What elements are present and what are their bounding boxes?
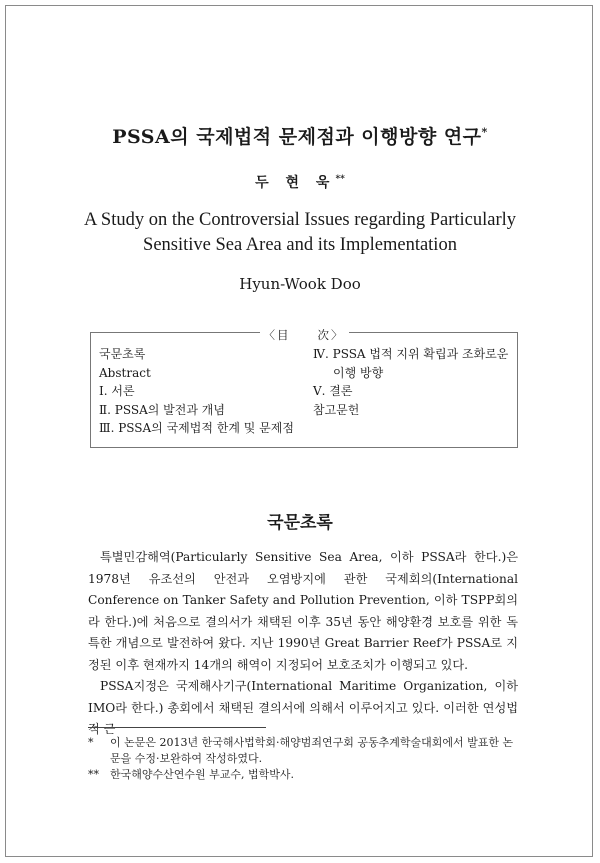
title-footnote-mark: * bbox=[481, 125, 488, 139]
toc-item: 국문초록 bbox=[99, 347, 146, 361]
footnote-mark: ** bbox=[88, 768, 99, 781]
toc-item: Ⅱ. PSSA의 발전과 개념 bbox=[99, 402, 225, 417]
toc-item: Ⅲ. PSSA의 국제법적 한계 및 문제점 bbox=[99, 421, 294, 435]
author-footnote-mark: ** bbox=[335, 174, 345, 185]
table-of-contents bbox=[90, 328, 518, 448]
footnote-mark: * bbox=[88, 736, 94, 749]
author-korean: 두 현 욱** bbox=[255, 174, 345, 191]
toc-item: Ⅳ. PSSA 법적 지위 확립과 조화로운 이행 방향 bbox=[313, 347, 509, 380]
footnote: ** 한국해양수산연수원 부교수, 법학박사. bbox=[88, 768, 295, 781]
footnote-divider bbox=[88, 727, 266, 728]
english-title-line: A Study on the Controversial Issues regarding Particularly bbox=[83, 210, 517, 230]
english-title-line: Sensitive Sea Area and its Implementation bbox=[143, 235, 457, 255]
toc-right-column bbox=[313, 345, 513, 419]
paper-title: PSSA의 국제법적 문제점과 이행방향 연구* bbox=[112, 125, 488, 148]
toc-item: 참고문헌 bbox=[313, 402, 360, 417]
abstract-body bbox=[88, 547, 518, 741]
footnotes bbox=[88, 735, 520, 783]
english-title bbox=[60, 208, 540, 258]
toc-item: Ⅴ. 결론 bbox=[313, 384, 353, 398]
toc-left-column bbox=[99, 345, 294, 438]
toc-heading: 〈目 次〉 bbox=[260, 328, 349, 342]
toc-item: Abstract bbox=[99, 365, 151, 380]
abstract-paragraph: 특별민감해역(Particularly Sensitive Sea Area, 이하 PSSA라 한다.)은 1978년 유조선의 안전과 오염방지에 관한 국제회의(International Conference on Tanker Safety and Pollution Prevention, 이하 TSPP회의라 한다.)에 처음으로 결의서가 채택된 이후 35년 동안 해양환경 보호를 위한 독특한 개념으로 발전하여 왔다. 지난 1990년 Great Barrier Reef가 PSSA로 지정된 이후 현재까지 14개의 해역이 지정되어 보호조치가 이행되고 있다. bbox=[88, 550, 518, 672]
abstract-heading: 국문초록 bbox=[267, 513, 333, 533]
toc-item: Ⅰ. 서론 bbox=[99, 384, 135, 398]
abstract-paragraph: PSSA지정은 국제해사기구(International Maritime Organization, 이하 IMO라 한다.) 총회에서 채택된 결의서에 의해서 이루어지고 있다. 이러한 연성법적 근 bbox=[88, 679, 518, 736]
author-english: Hyun-Wook Doo bbox=[239, 275, 361, 293]
footnote: * 이 논문은 2013년 한국해사법학회·해양범죄연구회 공동추계학술대회에서 발표한 논문을 수정·보완하여 작성하였다. bbox=[88, 736, 514, 765]
